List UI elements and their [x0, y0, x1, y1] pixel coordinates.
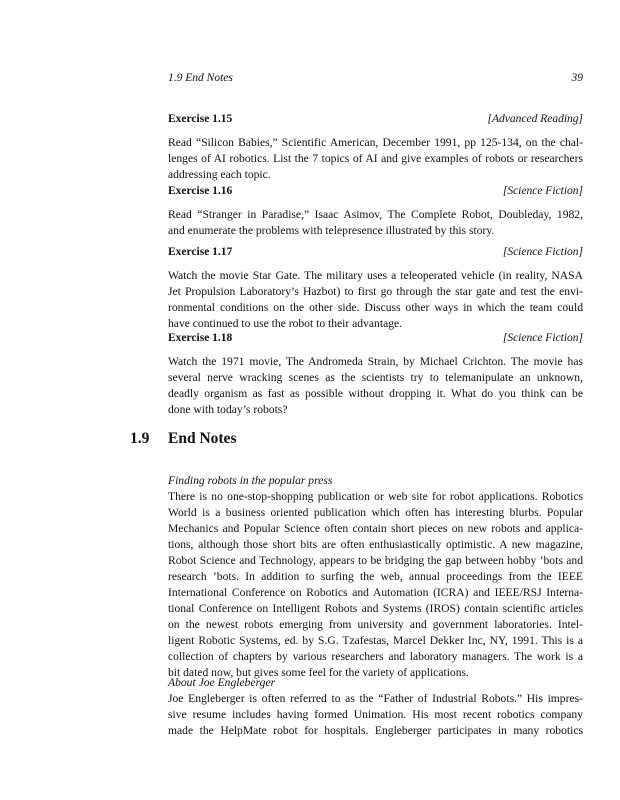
text-line: deadly organism as fast as possible without dropping it. What do you think can be: [168, 387, 583, 400]
text-line: Watch the 1971 movie, The Andromeda Strain, by Michael Crichton. The movie has: [168, 355, 583, 368]
note-subhead: About Joe Engleberger: [168, 676, 276, 689]
text-line: research ’bots. In addition to surfing the web, annual proceedings from the IEEE: [168, 570, 583, 583]
note-text: [168, 691, 583, 739]
note-text: [168, 489, 583, 681]
text-line: sive resume includes having formed Unimation. His most recent robotics company: [168, 708, 583, 721]
text-line: ronmental conditions on the other side. Discuss other ways in which the team could: [168, 301, 583, 314]
text-line: several nerve wracking scenes as the scientists try to telemanipulate an unknown,: [168, 371, 583, 384]
exercise-1-15: [168, 113, 583, 183]
text-line: World is a business oriented publication which often has interesting blurbs. Popular: [168, 506, 583, 519]
exercise-text: [168, 354, 583, 418]
exercise-title: Exercise 1.18: [168, 332, 233, 344]
exercise-text: [168, 135, 583, 183]
section-title: End Notes: [168, 430, 237, 447]
text-line: Read “Silicon Babies,” Scientific American, December 1991, pp 125-134, on the chal-: [168, 136, 583, 149]
running-head-section: 1.9 End Notes: [168, 72, 233, 84]
text-line: made the HelpMate robot for hospitals. Engleberger participates in many robotics: [168, 724, 583, 737]
text-line: Read “Stranger in Paradise,” Isaac Asimov, The Complete Robot, Doubleday, 1982,: [168, 208, 583, 221]
text-line: There is no one-stop-shopping publication or web site for robot applications. Robotics: [168, 490, 583, 503]
exercise-category: [Science Fiction]: [502, 246, 583, 258]
exercise-header: [168, 185, 583, 200]
exercise-1-18: [168, 332, 583, 418]
note-subhead: Finding robots in the popular press: [168, 474, 333, 487]
text-line: Jet Propulsion Laboratory’s Hazbot) to first go through the star gate and test the envi-: [168, 285, 583, 298]
exercise-text: [168, 207, 583, 239]
exercise-title: Exercise 1.17: [168, 246, 233, 258]
text-line: International Conference on Robotics and Automation (ICRA) and IEEE/RSJ Interna-: [168, 586, 583, 599]
running-head: [168, 72, 583, 88]
text-line: and enumerate the problems with telepresence illustrated by this story.: [168, 224, 495, 237]
exercise-header: [168, 246, 583, 261]
text-line: bit dated now, but gives some feel for the variety of applications.: [168, 666, 469, 679]
text-line: collection of chapters by various researchers and laboratory managers. The work is a: [168, 650, 583, 663]
text-line: done with today’s robots?: [168, 403, 288, 416]
text-line: ligent Robotic Systems, ed. by S.G. Tzafestas, Marcel Dekker Inc, NY, 1991. This is a: [168, 634, 583, 647]
exercise-1-16: [168, 185, 583, 239]
note-popular-press: [168, 473, 583, 681]
text-line: Mechanics and Popular Science often contain short pieces on new robots and applica-: [168, 522, 583, 535]
exercise-title: Exercise 1.15: [168, 113, 233, 125]
exercise-category: [Science Fiction]: [502, 185, 583, 197]
text-line: lenges of AI robotics. List the 7 topics of AI and give examples of robots or researchers: [168, 152, 583, 165]
text-line: Watch the movie Star Gate. The military uses a teleoperated vehicle (in reality, NASA: [168, 269, 583, 282]
text-line: Joe Engleberger is often referred to as the “Father of Industrial Robots.” His impres-: [168, 692, 583, 705]
exercise-title: Exercise 1.16: [168, 185, 233, 197]
exercise-header: [168, 113, 583, 128]
exercise-text: [168, 268, 583, 332]
text-line: have continued to use the robot to their advantage.: [168, 317, 403, 330]
text-line: Robot Science and Technology, appears to be bridging the gap between hobby ’bots and: [168, 554, 583, 567]
text-line: on the newest robots emerging from university and government laboratories. Intel-: [168, 618, 583, 631]
exercise-category: [Science Fiction]: [502, 332, 583, 344]
exercise-header: [168, 332, 583, 347]
text-line: tional Conference on Intelligent Robots and Systems (IROS) contain scientific articles: [168, 602, 583, 615]
exercise-1-17: [168, 246, 583, 332]
exercise-category: [Advanced Reading]: [487, 113, 583, 125]
text-line: tions, although those short bits are often enthusiastically optimistic. A new magazine,: [168, 538, 583, 551]
section-number: 1.9: [130, 430, 150, 447]
text-line: addressing each topic.: [168, 168, 271, 181]
note-engleberger: [168, 675, 583, 739]
page-number: 39: [571, 72, 583, 84]
